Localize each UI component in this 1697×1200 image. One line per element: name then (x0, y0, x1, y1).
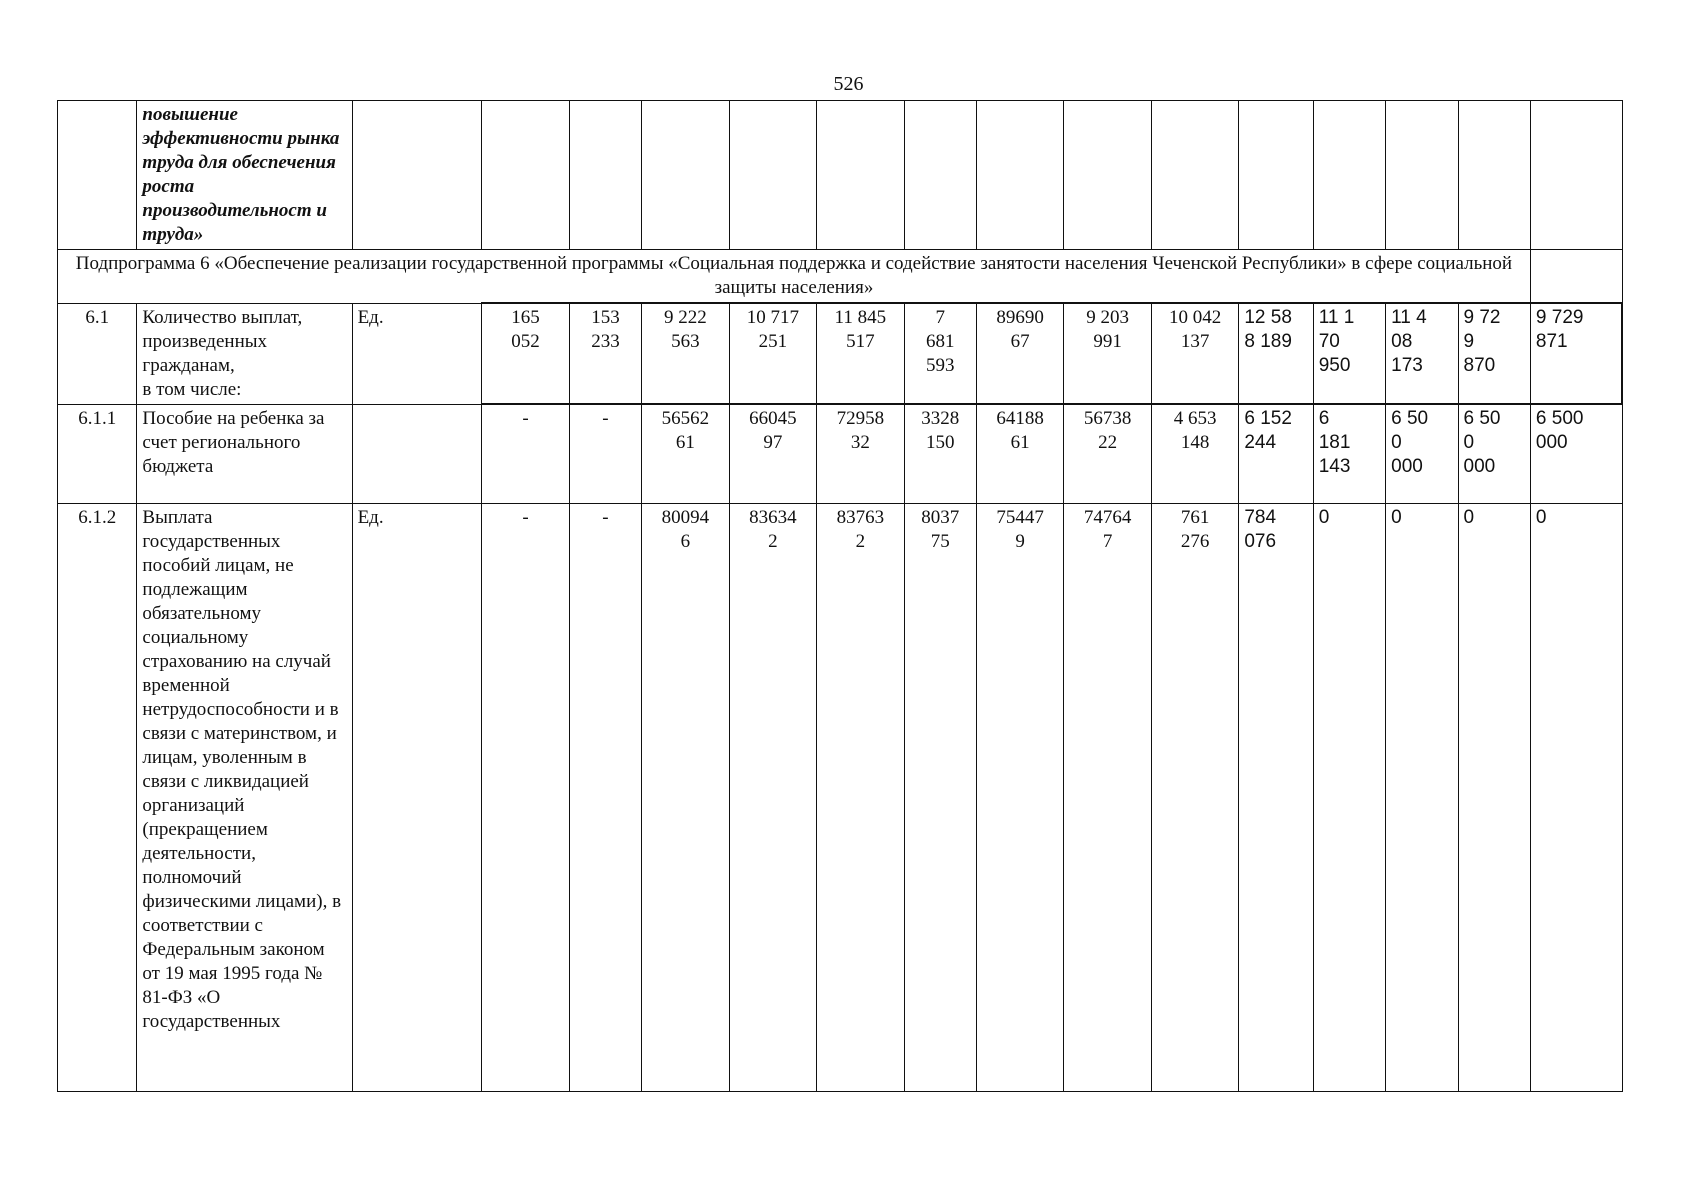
value-cell: 64188 61 (976, 404, 1063, 504)
empty-cell (1530, 250, 1622, 304)
row-code: 6.1.2 (58, 504, 137, 1092)
empty-cell (1151, 101, 1238, 250)
value-cell: - (482, 404, 569, 504)
value-cell: 74764 7 (1064, 504, 1151, 1092)
empty-cell (729, 101, 816, 250)
row-unit (352, 404, 482, 504)
value-cell: 6 500 000 (1530, 404, 1622, 504)
value-cell: 56562 61 (642, 404, 729, 504)
value-cell: - (569, 504, 641, 1092)
empty-cell (817, 101, 904, 250)
value-cell: 165 052 (482, 303, 569, 404)
value-cell: 4 653 148 (1151, 404, 1238, 504)
subprogram-row (58, 250, 1623, 304)
goal-text: повышение эффективности рынка труда для обеспечения роста производительност и труда» (137, 101, 352, 250)
value-cell: 83634 2 (729, 504, 816, 1092)
empty-cell (352, 101, 482, 250)
subprogram-title: Подпрограмма 6 «Обеспечение реализации государственной программы «Социальная поддержка и содействие занятости населения Чеченской Республики» в сфере социальной защиты населения» (58, 250, 1531, 304)
value-cell: 10 717 251 (729, 303, 816, 404)
value-cell: 72958 32 (817, 404, 904, 504)
value-cell: - (569, 404, 641, 504)
empty-cell (1458, 101, 1530, 250)
value-cell: 3328 150 (904, 404, 976, 504)
value-cell: 9 222 563 (642, 303, 729, 404)
value-cell: 11 1 70 950 (1313, 303, 1385, 404)
row-unit: Ед. (352, 504, 482, 1092)
empty-cell (1386, 101, 1458, 250)
value-cell: 10 042 137 (1151, 303, 1238, 404)
indicators-table (57, 100, 1623, 1092)
empty-cell (642, 101, 729, 250)
row-name: Пособие на ребенка за счет регионального бюджета (137, 404, 352, 504)
row-unit: Ед. (352, 303, 482, 404)
row-code: 6.1 (58, 303, 137, 404)
row-name: Выплата государственных пособий лицам, не подлежащим обязательному социальному страхованию на случай временной нетрудоспособности и в связи с материнством, и лицам, уволенным в связи с ликвидацией организаций (прекращением деятельности, полномочий физическими лицами), в соответствии с Федеральным законом от 19 мая 1995 года № 81-ФЗ «О государственных (137, 504, 352, 1092)
value-cell: 0 (1458, 504, 1530, 1092)
value-cell: 11 4 08 173 (1386, 303, 1458, 404)
goal-row (58, 101, 1623, 250)
value-cell: 784 076 (1239, 504, 1313, 1092)
empty-cell (569, 101, 641, 250)
value-cell: 153 233 (569, 303, 641, 404)
value-cell: 89690 67 (976, 303, 1063, 404)
value-cell: 6 181 143 (1313, 404, 1385, 504)
empty-cell (1064, 101, 1151, 250)
table-row (58, 404, 1623, 504)
value-cell: 7 681 593 (904, 303, 976, 404)
table-row (58, 504, 1623, 1092)
value-cell: 0 (1313, 504, 1385, 1092)
value-cell: 9 72 9 870 (1458, 303, 1530, 404)
value-cell: - (482, 504, 569, 1092)
page-number: 526 (833, 73, 864, 95)
empty-cell (976, 101, 1063, 250)
value-cell: 9 729 871 (1530, 303, 1622, 404)
value-cell: 66045 97 (729, 404, 816, 504)
row-name: Количество выплат, произведенных гражданам, в том числе: (137, 303, 352, 404)
value-cell: 12 58 8 189 (1239, 303, 1313, 404)
empty-cell (904, 101, 976, 250)
empty-cell (1530, 101, 1622, 250)
value-cell: 761 276 (1151, 504, 1238, 1092)
value-cell: 9 203 991 (1064, 303, 1151, 404)
empty-cell (1239, 101, 1313, 250)
empty-cell (58, 101, 137, 250)
value-cell: 0 (1530, 504, 1622, 1092)
empty-cell (482, 101, 569, 250)
value-cell: 0 (1386, 504, 1458, 1092)
value-cell: 56738 22 (1064, 404, 1151, 504)
row-code: 6.1.1 (58, 404, 137, 504)
value-cell: 6 152 244 (1239, 404, 1313, 504)
value-cell: 75447 9 (976, 504, 1063, 1092)
empty-cell (1313, 101, 1385, 250)
value-cell: 11 845 517 (817, 303, 904, 404)
value-cell: 6 50 0 000 (1386, 404, 1458, 504)
value-cell: 83763 2 (817, 504, 904, 1092)
value-cell: 80094 6 (642, 504, 729, 1092)
value-cell: 8037 75 (904, 504, 976, 1092)
table-row (58, 303, 1623, 404)
value-cell: 6 50 0 000 (1458, 404, 1530, 504)
